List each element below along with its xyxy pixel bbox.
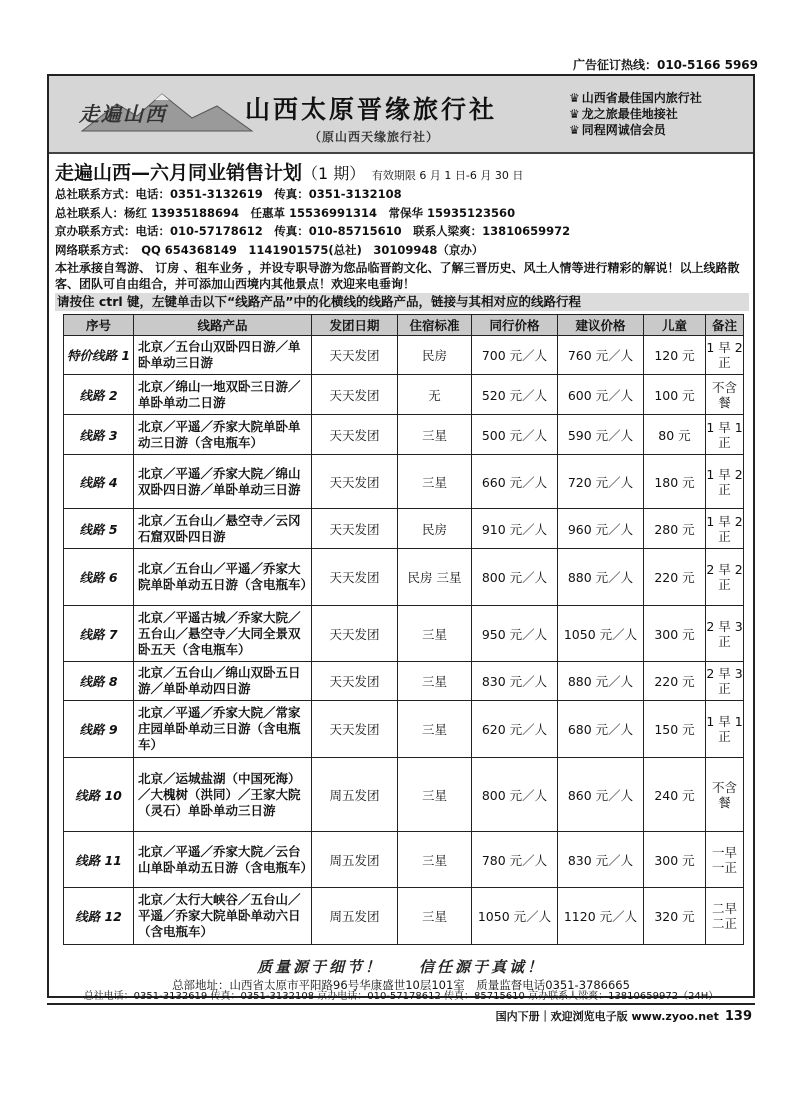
- route-index: 线路 3: [64, 415, 134, 455]
- route-index: 线路 8: [64, 662, 134, 701]
- instruction-text: 请按住 ctrl 键，左键单击以下“线路产品”中的化横线的线路产品，链接与其相对应的线路行程: [55, 293, 749, 311]
- suggested-price: 1050 元／人: [558, 606, 644, 662]
- route-index: 线路 7: [64, 606, 134, 662]
- child-price: 240 元: [644, 758, 706, 832]
- page-footer: [496, 1008, 752, 1024]
- departure-date: 天天发团: [312, 336, 398, 375]
- meal-note: 1 早 2 正: [706, 455, 744, 509]
- peer-price: 700 元／人: [472, 336, 558, 375]
- plan-info: [55, 158, 749, 311]
- meal-note: 1 早 1 正: [706, 415, 744, 455]
- child-price: 150 元: [644, 701, 706, 758]
- child-price: 220 元: [644, 549, 706, 606]
- logo-text: 走遍山西: [79, 102, 167, 126]
- suggested-price: 960 元／人: [558, 509, 644, 549]
- departure-date: 天天发团: [312, 549, 398, 606]
- honors-list: [569, 90, 702, 138]
- column-header: 住宿标准: [398, 315, 472, 336]
- route-product-link[interactable]: 北京／平遥／乔家大院单卧单动三日游（含电瓶车）: [134, 415, 312, 455]
- child-price: 320 元: [644, 888, 706, 945]
- departure-date: 周五发团: [312, 832, 398, 888]
- departure-date: 天天发团: [312, 455, 398, 509]
- hotel-standard: 三星: [398, 606, 472, 662]
- route-product-link[interactable]: 北京／平遥／乔家大院／绵山双卧四日游／单卧单动三日游: [134, 455, 312, 509]
- suggested-price: 720 元／人: [558, 455, 644, 509]
- table-row: [64, 888, 744, 945]
- intro-text: 本社承接自驾游、 订房 、租车业务 ，并设专职导游为您品临晋韵文化、了解三晋历史、风土人情等进行精彩的解说！以上线路散客、团队可自由组合，并可添加山西境内其他景点！欢迎来电垂询！: [55, 261, 740, 291]
- hotel-standard: 民房: [398, 336, 472, 375]
- column-header: 儿童: [644, 315, 706, 336]
- suggested-price: 860 元／人: [558, 758, 644, 832]
- meal-note: 1 早 1 正: [706, 701, 744, 758]
- ad-hotline: 广告征订热线：010-5166 5969: [572, 58, 758, 72]
- meal-note: 二早 二正: [706, 888, 744, 945]
- plan-title: 走遍山西—六月同业销售计划（1 期） 有效期限 6 月 1 日-6 月 30 日: [55, 162, 524, 184]
- meal-note: 不含餐: [706, 758, 744, 832]
- peer-price: 800 元／人: [472, 549, 558, 606]
- footer-section: 国内下册｜欢迎浏览电子版 www.zyoo.net: [495, 1010, 719, 1023]
- child-price: 180 元: [644, 455, 706, 509]
- meal-note: 一早 一正: [706, 832, 744, 888]
- meal-note: 1 早 2 正: [706, 509, 744, 549]
- slogan: 质量源于细节！ 信任源于真诚！: [256, 958, 545, 976]
- meal-note: 1 早 2 正: [706, 336, 744, 375]
- meal-note: 2 早 3 正: [706, 662, 744, 701]
- peer-price: 780 元／人: [472, 832, 558, 888]
- route-index: 线路 5: [64, 509, 134, 549]
- child-price: 80 元: [644, 415, 706, 455]
- route-index: 线路 12: [64, 888, 134, 945]
- column-header: 发团日期: [312, 315, 398, 336]
- table-row: [64, 832, 744, 888]
- route-product-link[interactable]: 北京／平遥古城／乔家大院／五台山／悬空寺／大同全景双卧五天（含电瓶车）: [134, 606, 312, 662]
- contact-line: 京办联系方式：电话：010-57178612 传真：010-85715610 联系人梁爽：13810659972: [55, 224, 571, 238]
- hotel-standard: 三星: [398, 455, 472, 509]
- child-price: 120 元: [644, 336, 706, 375]
- route-product-link[interactable]: 北京／五台山双卧四日游／单卧单动三日游: [134, 336, 312, 375]
- column-header: 备注: [706, 315, 744, 336]
- crown-icon: ♛: [569, 91, 580, 105]
- departure-date: 天天发团: [312, 606, 398, 662]
- peer-price: 1050 元／人: [472, 888, 558, 945]
- header-band: [49, 76, 753, 154]
- crown-icon: ♛: [569, 123, 580, 137]
- meal-note: 2 早 3 正: [706, 606, 744, 662]
- route-index: 线路 9: [64, 701, 134, 758]
- suggested-price: 680 元／人: [558, 701, 644, 758]
- plan-valid-period: 有效期限 6 月 1 日-6 月 30 日: [371, 169, 524, 182]
- route-product-link[interactable]: 北京／太行大峡谷／五台山／平遥／乔家大院单卧单动六日（含电瓶车）: [134, 888, 312, 945]
- meal-note: 2 早 2 正: [706, 549, 744, 606]
- hotel-standard: 三星: [398, 415, 472, 455]
- former-name: （原山西天缘旅行社）: [309, 130, 440, 144]
- table-row: [64, 606, 744, 662]
- child-price: 300 元: [644, 606, 706, 662]
- child-price: 220 元: [644, 662, 706, 701]
- company-name: 山西太原晋缘旅行社: [245, 95, 498, 124]
- table-row: [64, 509, 744, 549]
- child-price: 280 元: [644, 509, 706, 549]
- contact-line: 网络联系方式： QQ 654368149 1141901575(总社) 30109948（京办）: [55, 242, 484, 257]
- suggested-price: 1120 元／人: [558, 888, 644, 945]
- departure-date: 天天发团: [312, 415, 398, 455]
- table-row: [64, 662, 744, 701]
- table-row: [64, 455, 744, 509]
- departure-date: 天天发团: [312, 701, 398, 758]
- table-header-row: [64, 315, 744, 336]
- plan-issue: （1 期）: [302, 164, 366, 183]
- hotel-standard: 民房: [398, 509, 472, 549]
- peer-price: 800 元／人: [472, 758, 558, 832]
- crown-icon: ♛: [569, 107, 580, 121]
- column-header: 同行价格: [472, 315, 558, 336]
- honor-item: ♛ 龙之旅最佳地接社: [569, 107, 678, 121]
- page-number: 139: [724, 1009, 752, 1024]
- table-row: [64, 375, 744, 415]
- departure-date: 天天发团: [312, 375, 398, 415]
- suggested-price: 830 元／人: [558, 832, 644, 888]
- hq-address: 总部地址：山西省太原市平阳路96号华康盛世10层101室 质量监督电话0351-3786665: [172, 978, 630, 992]
- route-index: 线路 11: [64, 832, 134, 888]
- suggested-price: 590 元／人: [558, 415, 644, 455]
- peer-price: 950 元／人: [472, 606, 558, 662]
- peer-price: 660 元／人: [472, 455, 558, 509]
- table-row: [64, 758, 744, 832]
- table-row: [64, 336, 744, 375]
- suggested-price: 880 元／人: [558, 662, 644, 701]
- route-index: 线路 10: [64, 758, 134, 832]
- peer-price: 830 元／人: [472, 662, 558, 701]
- routes-table: [63, 314, 744, 945]
- hotel-standard: 三星: [398, 701, 472, 758]
- honor-item: ♛ 同程网诚信会员: [569, 123, 666, 137]
- meal-note: 不含餐: [706, 375, 744, 415]
- child-price: 300 元: [644, 832, 706, 888]
- suggested-price: 600 元／人: [558, 375, 644, 415]
- advert-frame: [47, 74, 755, 998]
- peer-price: 910 元／人: [472, 509, 558, 549]
- hotel-standard: 三星: [398, 758, 472, 832]
- departure-date: 周五发团: [312, 888, 398, 945]
- hotel-standard: 三星: [398, 832, 472, 888]
- route-product-link[interactable]: 北京／绵山一地双卧三日游／单卧单动二日游: [134, 375, 312, 415]
- table-row: [64, 701, 744, 758]
- hotel-standard: 民房 三星: [398, 549, 472, 606]
- route-index: 线路 6: [64, 549, 134, 606]
- column-header: 建议价格: [558, 315, 644, 336]
- suggested-price: 880 元／人: [558, 549, 644, 606]
- table-row: [64, 415, 744, 455]
- contact-line: 总社联系方式：电话：0351-3132619 传真：0351-3132108: [55, 187, 402, 201]
- departure-date: 周五发团: [312, 758, 398, 832]
- contact-line: 总社联系人：杨红 13935188694 任惠革 15536991314 常保华 15935123560: [55, 205, 516, 220]
- table-row: [64, 549, 744, 606]
- suggested-price: 760 元／人: [558, 336, 644, 375]
- route-product-link[interactable]: 北京／平遥／乔家大院／云台山单卧单动五日游（含电瓶车）: [134, 832, 312, 888]
- footer-divider: [47, 1003, 755, 1005]
- departure-date: 天天发团: [312, 662, 398, 701]
- hotel-standard: 三星: [398, 888, 472, 945]
- column-header: 线路产品: [134, 315, 312, 336]
- route-product-link[interactable]: 北京／五台山／绵山双卧五日游／单卧单动四日游: [134, 662, 312, 701]
- route-product-link[interactable]: 北京／五台山／悬空寺／云冈石窟双卧四日游: [134, 509, 312, 549]
- honor-item: ♛ 山西省最佳国内旅行社: [569, 91, 702, 105]
- peer-price: 520 元／人: [472, 375, 558, 415]
- route-product-link[interactable]: 北京／五台山／平遥／乔家大院单卧单动五日游（含电瓶车）: [134, 549, 312, 606]
- footer-contact: 总社电话：0351-3132619 传真：0351-3132108 京办电话：010-57178612 传真：85715610 京办联系人梁爽：13810659972（24H）: [83, 991, 719, 1002]
- route-product-link[interactable]: 北京／运城盐湖（中国死海）／大槐树（洪同）／王家大院（灵石）单卧单动三日游: [134, 758, 312, 832]
- route-index: 线路 2: [64, 375, 134, 415]
- route-index: 线路 4: [64, 455, 134, 509]
- child-price: 100 元: [644, 375, 706, 415]
- peer-price: 500 元／人: [472, 415, 558, 455]
- route-product-link[interactable]: 北京／平遥／乔家大院／常家庄园单卧单动三日游（含电瓶车）: [134, 701, 312, 758]
- hotel-standard: 三星: [398, 662, 472, 701]
- departure-date: 天天发团: [312, 509, 398, 549]
- column-header: 序号: [64, 315, 134, 336]
- route-index: 特价线路 1: [64, 336, 134, 375]
- hotel-standard: 无: [398, 375, 472, 415]
- peer-price: 620 元／人: [472, 701, 558, 758]
